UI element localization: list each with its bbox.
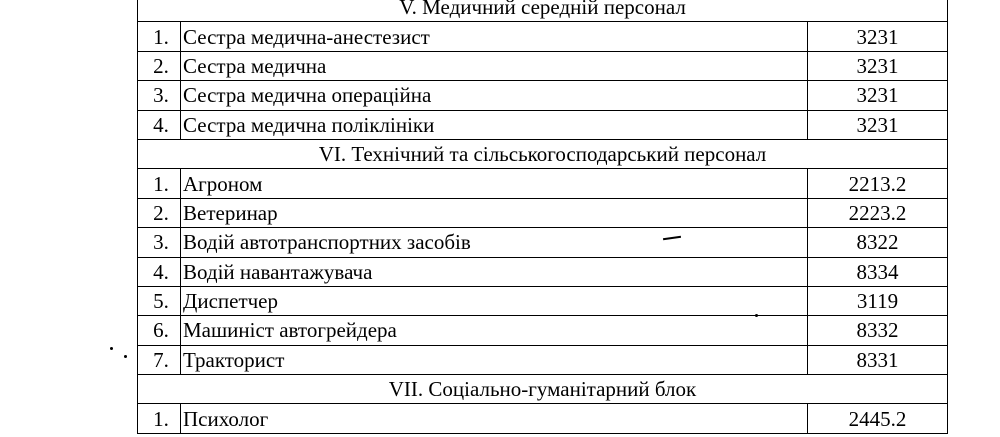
profession-name: Водій автотранспортних засобів — [181, 228, 808, 257]
row-number: 1. — [138, 404, 181, 433]
classifier-code: 3231 — [808, 51, 948, 80]
table-row — [138, 110, 948, 139]
row-number: 6. — [138, 316, 181, 345]
row-number: 5. — [138, 286, 181, 315]
table-row — [138, 286, 948, 315]
section-title: VII. Соціально-гуманітарний блок — [138, 375, 948, 404]
row-number: 4. — [138, 110, 181, 139]
classifier-code: 2223.2 — [808, 198, 948, 227]
scan-speck — [110, 347, 113, 350]
row-number: 4. — [138, 257, 181, 286]
section-header-row — [138, 375, 948, 404]
scan-speck — [755, 314, 758, 317]
profession-name: Ветеринар — [181, 198, 808, 227]
classifier-code: 3231 — [808, 81, 948, 110]
section-header-row — [138, 139, 948, 168]
classifier-code: 8331 — [808, 345, 948, 374]
classifier-code: 3119 — [808, 286, 948, 315]
profession-name: Машиніст автогрейдера — [181, 316, 808, 345]
profession-name: Водій навантажувача — [181, 257, 808, 286]
table-row — [138, 404, 948, 433]
classifier-code: 3231 — [808, 110, 948, 139]
row-number: 3. — [138, 228, 181, 257]
section-title: VI. Технічний та сільськогосподарський персонал — [138, 139, 948, 168]
classifier-code: 2445.2 — [808, 404, 948, 433]
section-header-row — [138, 0, 948, 22]
row-number: 2. — [138, 51, 181, 80]
table-row — [138, 345, 948, 374]
row-number: 7. — [138, 345, 181, 374]
table-row — [138, 22, 948, 51]
profession-name: Тракторист — [181, 345, 808, 374]
table-row — [138, 169, 948, 198]
classifier-code: 3231 — [808, 22, 948, 51]
profession-name: Сестра медична поліклініки — [181, 110, 808, 139]
profession-name: Агроном — [181, 169, 808, 198]
classifier-code: 2213.2 — [808, 169, 948, 198]
profession-name: Диспетчер — [181, 286, 808, 315]
row-number: 1. — [138, 169, 181, 198]
classifier-code: 8334 — [808, 257, 948, 286]
row-number: 3. — [138, 81, 181, 110]
table-row — [138, 51, 948, 80]
classifier-code: 8332 — [808, 316, 948, 345]
table-row — [138, 228, 948, 257]
profession-name: Сестра медична — [181, 51, 808, 80]
profession-name: Психолог — [181, 404, 808, 433]
table-row — [138, 81, 948, 110]
section-title: V. Медичний середній персонал — [138, 0, 948, 22]
table-row — [138, 257, 948, 286]
profession-name: Сестра медична операційна — [181, 81, 808, 110]
row-number: 2. — [138, 198, 181, 227]
scan-speck — [124, 355, 127, 358]
profession-table — [137, 0, 948, 434]
profession-name: Сестра медична-анестезист — [181, 22, 808, 51]
table-row — [138, 198, 948, 227]
table-row — [138, 316, 948, 345]
row-number: 1. — [138, 22, 181, 51]
classifier-code: 8322 — [808, 228, 948, 257]
